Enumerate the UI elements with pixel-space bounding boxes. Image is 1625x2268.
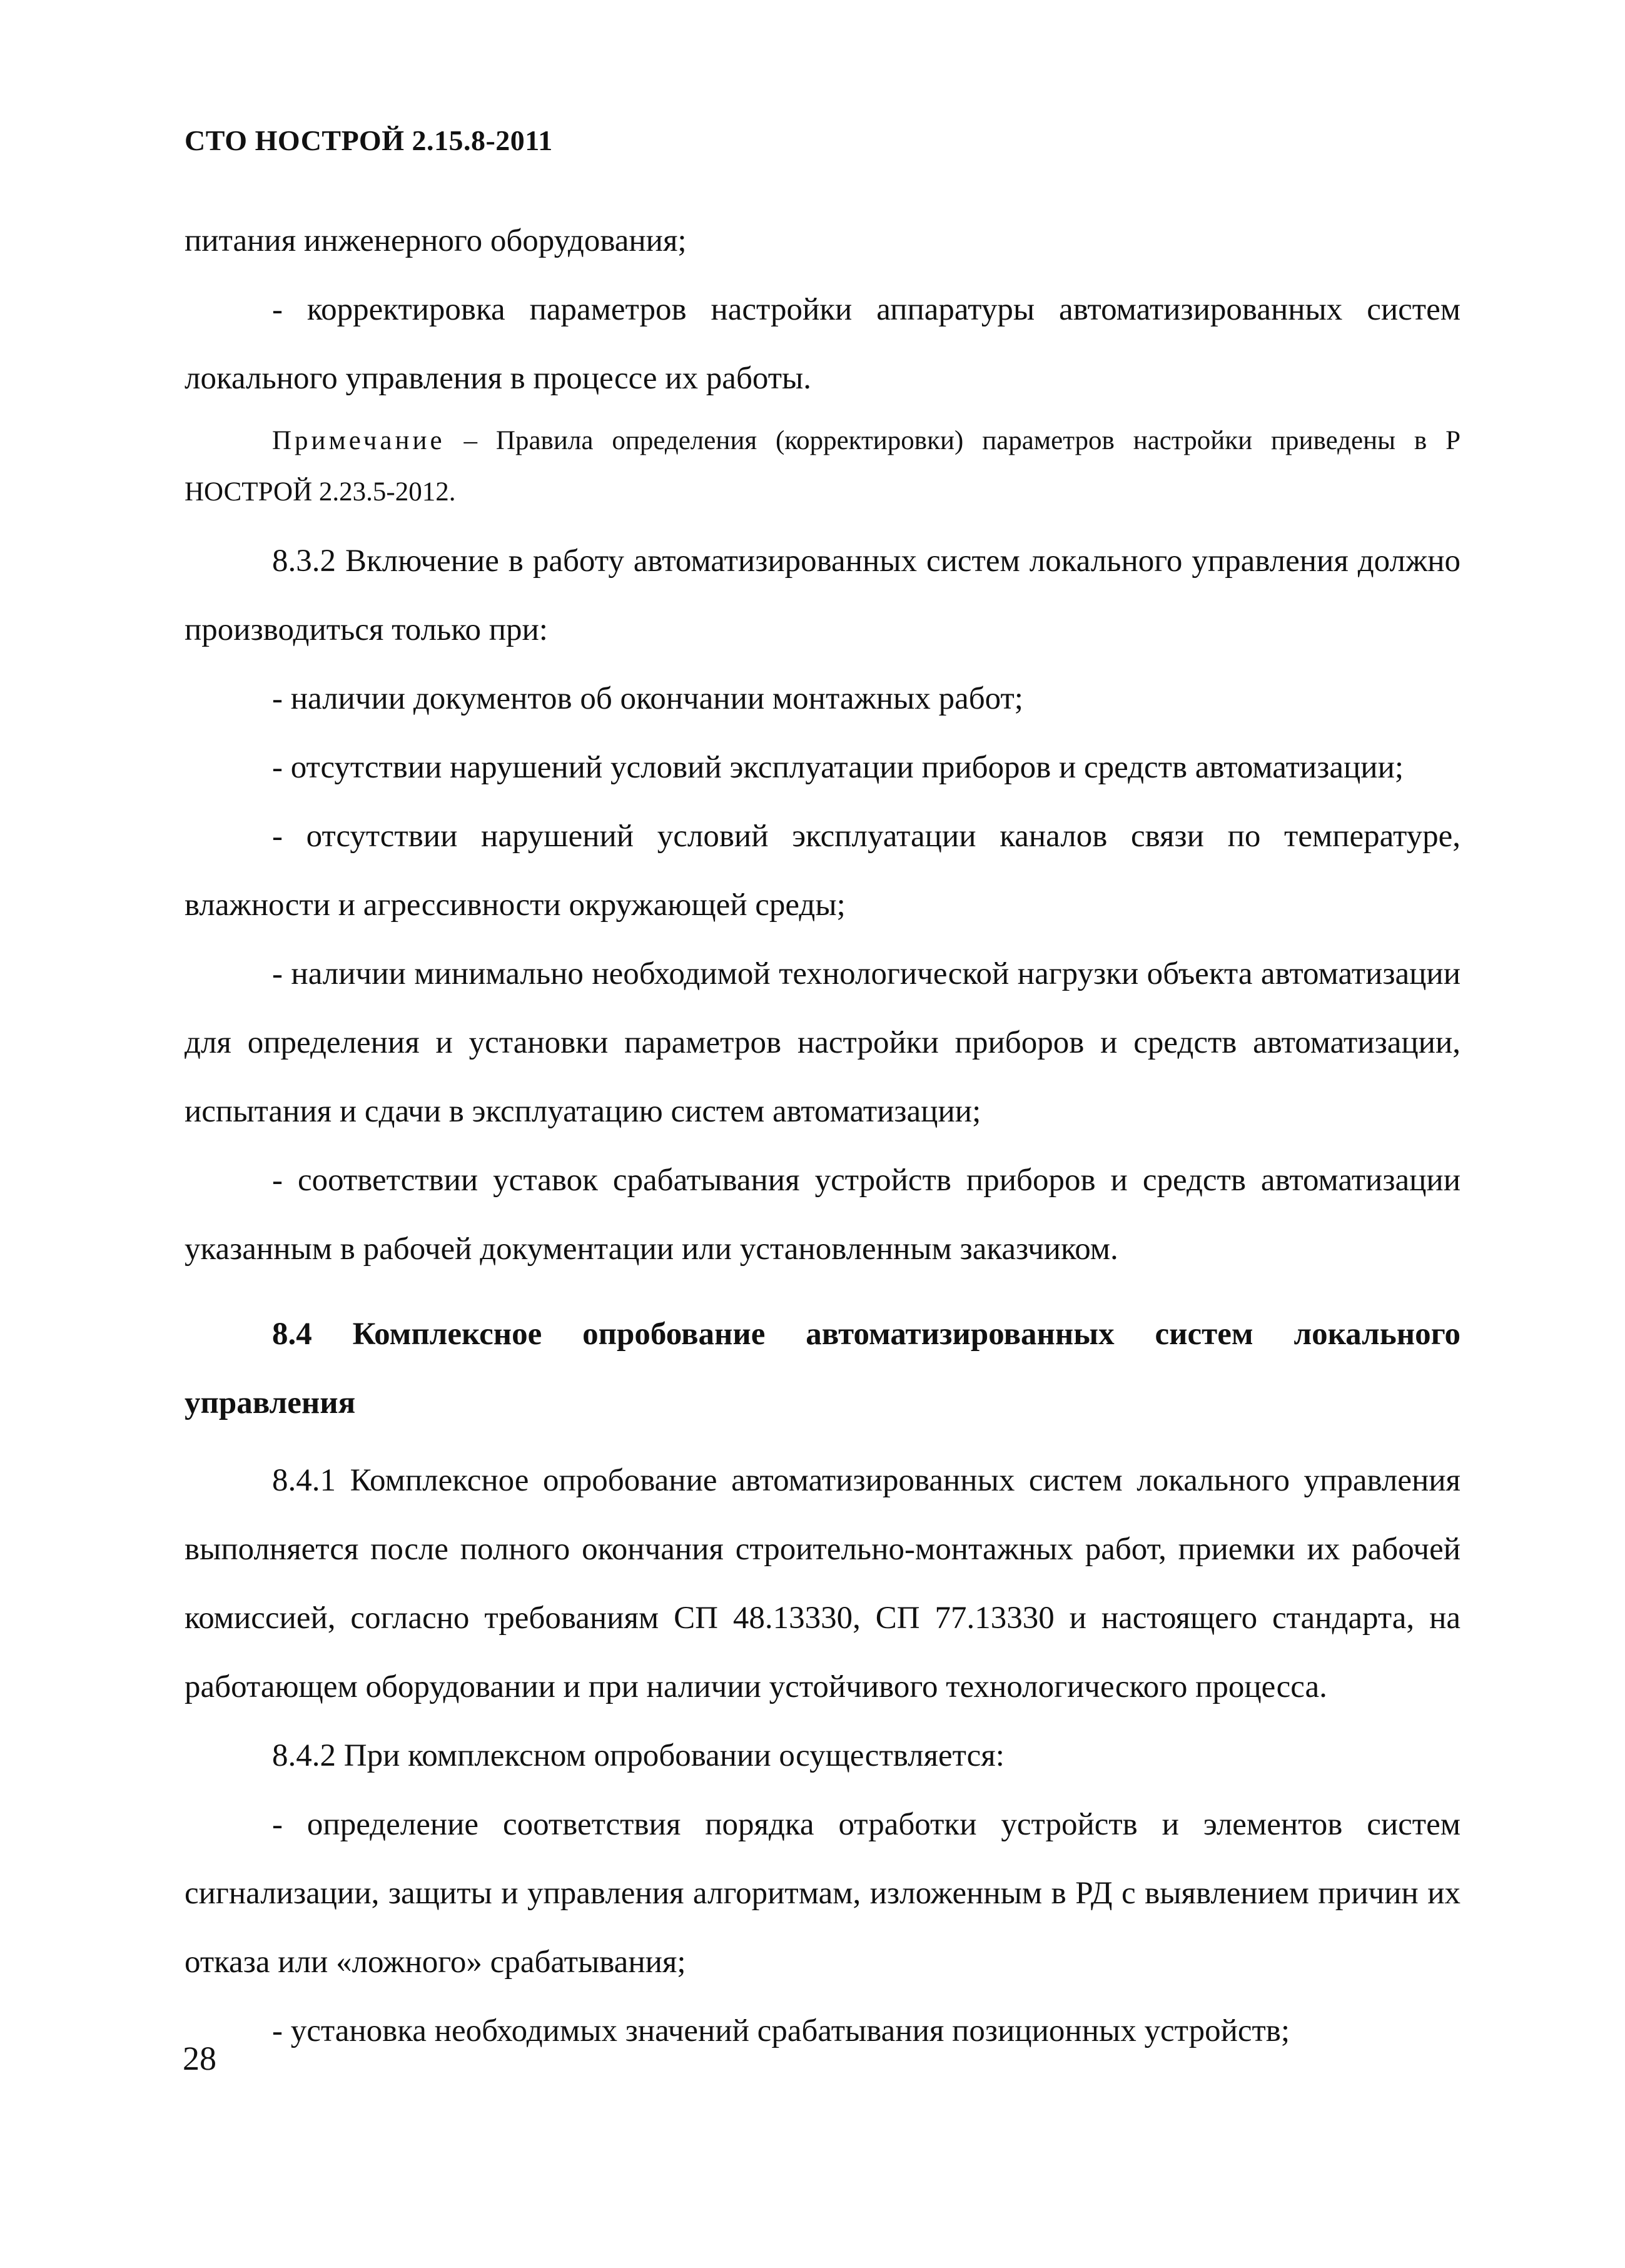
list-item: - отсутствии нарушений условий эксплуатации каналов связи по температуре, влажности и агрессивности окружающей среды; [185, 819, 1460, 923]
page-body [185, 206, 1460, 2065]
list-item: - отсутствии нарушений условий эксплуатации приборов и средств автоматизации; [272, 750, 1404, 785]
list-item: - соответствии уставок срабатывания устройств приборов и средств автоматизации указанным в рабочей документации или установленным заказчиком. [185, 1163, 1460, 1267]
list-item: - установка необходимых значений срабатывания позиционных устройств; [272, 2013, 1290, 2048]
list-item: - корректировка параметров настройки аппаратуры автоматизированных систем локального управления в процессе их работы. [185, 292, 1460, 396]
paragraph-continuation: питания инженерного оборудования; [185, 223, 687, 258]
list-item: - определение соответствия порядка отработки устройств и элементов систем сигнализации, защиты и управления алгоритмам, изложенным в РД с выявлением причин их отказа или «ложного» срабатывания; [185, 1807, 1460, 1980]
note-label: Примечание [272, 426, 445, 455]
clause-8-4-1: 8.4.1 Комплексное опробование автоматизированных систем локального управления выполняется после полного окончания строительно-монтажных работ, приемки их рабочей комиссией, согласно требованиям СП 48.13330, СП 77.13330 и настоящего стандарта, на работающем оборудовании и при наличии устойчивого технологического процесса. [185, 1463, 1460, 1704]
section-heading-8-4: 8.4 Комплексное опробование автоматизированных систем локального управления [185, 1317, 1460, 1420]
clause-8-3-2: 8.3.2 Включение в работу автоматизированных систем локального управления должно производиться только при: [185, 544, 1460, 647]
list-item: - наличии документов об окончании монтажных работ; [272, 681, 1023, 716]
clause-8-4-2: 8.4.2 При комплексном опробовании осуществляется: [272, 1738, 1005, 1773]
document-code-header: СТО НОСТРОЙ 2.15.8-2011 [185, 124, 553, 156]
list-item: - наличии минимально необходимой технологической нагрузки объекта автоматизации для определения и установки параметров настройки приборов и средств автоматизации, испытания и сдачи в эксплуатацию систем автоматизации; [185, 956, 1460, 1129]
note-text: – Правила определения (корректировки) параметров настройки приведены в Р НОСТРОЙ 2.23.5-2012. [185, 426, 1460, 507]
note [185, 415, 1460, 518]
page-number: 28 [183, 2040, 216, 2077]
